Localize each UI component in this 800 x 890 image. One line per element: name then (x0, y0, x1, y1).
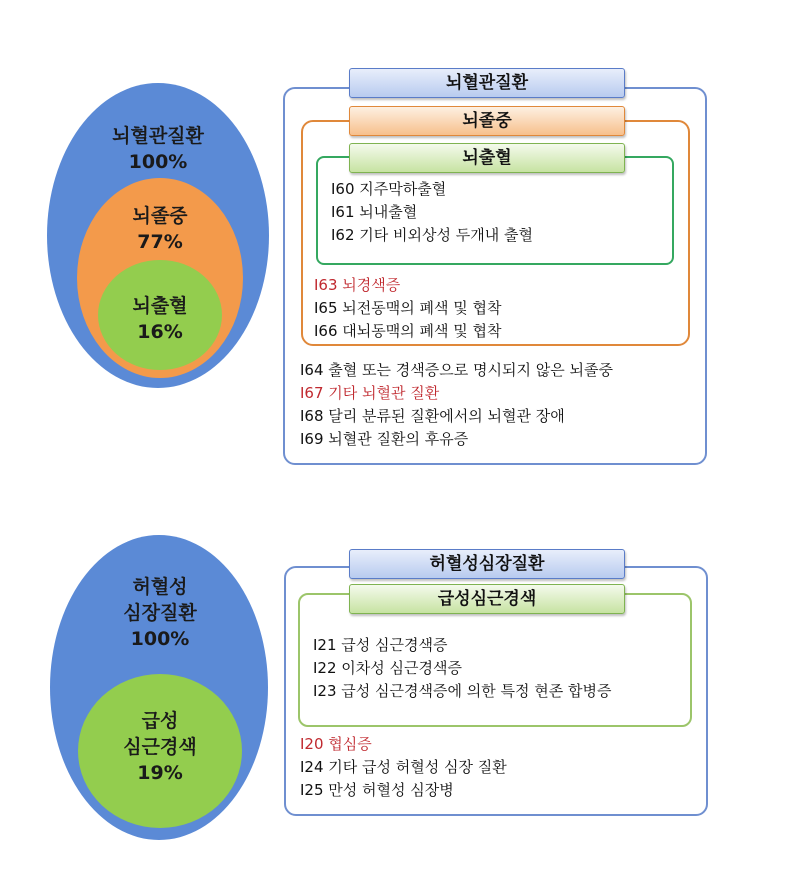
mid-ellipse-label (132, 203, 187, 255)
hemorrhage-item: I61 뇌내출혈 (331, 203, 418, 221)
stroke-item: I66 대뇌동맥의 폐색 및 협착 (314, 322, 502, 340)
inner-ellipse-name: 뇌출혈 (132, 295, 188, 317)
cerebrovascular-item-highlight: I67 기타 뇌혈관 질환 (300, 384, 440, 402)
outer-ellipse-percent: 100% (128, 151, 188, 173)
cerebrovascular-box-title: 뇌혈관질환 (349, 68, 625, 98)
outer-ellipse-label (112, 123, 204, 175)
hemorrhage-box-title: 뇌출혈 (349, 143, 625, 173)
ischemic-heart-item: I24 기타 급성 허혈성 심장 질환 (300, 758, 507, 776)
inner-ellipse-label (123, 708, 196, 786)
stroke-item-highlight: I63 뇌경색증 (314, 276, 401, 294)
inner-ellipse-name-line1: 급성 (141, 710, 179, 732)
cerebrovascular-item: I69 뇌혈관 질환의 후유증 (300, 430, 469, 448)
ischemic-heart-item-highlight: I20 협심증 (300, 735, 372, 753)
mid-ellipse-percent: 77% (137, 231, 183, 253)
cerebrovascular-item: I64 출혈 또는 경색증으로 명시되지 않은 뇌졸중 (300, 361, 613, 379)
acute-mi-item: I22 이차성 심근경색증 (313, 659, 462, 677)
hemorrhage-item: I60 지주막하출혈 (331, 180, 447, 198)
outer-ellipse-percent: 100% (130, 628, 190, 650)
acute-mi-item: I23 급성 심근경색증에 의한 특정 현존 합병증 (313, 682, 612, 700)
outer-ellipse-name: 뇌혈관질환 (112, 125, 204, 147)
mid-ellipse-name: 뇌졸중 (132, 205, 188, 227)
hemorrhage-item: I62 기타 비외상성 두개내 출혈 (331, 226, 533, 244)
inner-ellipse-name-line2: 심근경색 (123, 736, 197, 758)
acute-mi-item: I21 급성 심근경색증 (313, 636, 448, 654)
outer-ellipse-name-line2: 심장질환 (123, 602, 197, 624)
acute-mi-box-title: 급성심근경색 (349, 584, 625, 614)
ischemic-heart-item: I25 만성 허혈성 심장병 (300, 781, 454, 799)
inner-ellipse-percent: 16% (137, 321, 183, 343)
outer-ellipse-label (123, 574, 196, 652)
inner-ellipse-percent: 19% (137, 762, 183, 784)
stroke-item: I65 뇌전동맥의 폐색 및 협착 (314, 299, 502, 317)
stroke-box-title: 뇌졸중 (349, 106, 625, 136)
cerebrovascular-item: I68 달리 분류된 질환에서의 뇌혈관 장애 (300, 407, 565, 425)
outer-ellipse-name-line1: 허혈성 (132, 576, 188, 598)
inner-ellipse-label (132, 293, 187, 345)
ischemic-heart-box-title: 허혈성심장질환 (349, 549, 625, 579)
